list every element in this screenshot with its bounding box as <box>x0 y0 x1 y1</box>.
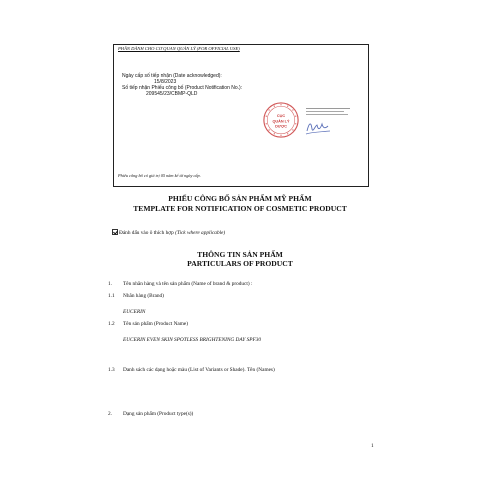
notification-no-value: 209545/23/CBMP-QLD <box>146 91 198 97</box>
svg-text:CỤC: CỤC <box>276 114 286 119</box>
item-1-3-number: 1.3 <box>108 367 115 373</box>
checkbox-checked-icon <box>112 229 118 235</box>
item-1-number: 1. <box>108 281 112 287</box>
svg-text:DƯỢC: DƯỢC <box>275 124 287 129</box>
official-use-label: PHẦN DÀNH CHO CƠ QUAN QUẢN LÝ (FOR OFFICIAL USE) <box>118 46 240 51</box>
ack-date-value: 15/8/2023 <box>154 79 177 85</box>
item-1-2-text: Tên sản phẩm (Product Name) <box>123 321 189 327</box>
item-1-1-number: 1.1 <box>108 293 115 299</box>
notification-no-label: Số tiếp nhận Phiếu công bố (Product Notification No.): <box>122 85 243 91</box>
product-name-value: EUCERIN EVEN SKIN SPOTLESS BRIGHTENING DAY SPF30 <box>123 337 262 343</box>
tick-instruction-hint: (Tick where applicable) <box>175 230 226 236</box>
stamp-small-print <box>306 107 350 115</box>
official-seal-stamp <box>262 101 300 139</box>
item-2-number: 2. <box>108 411 112 417</box>
section-title-en: PARTICULARS OF PRODUCT <box>187 259 293 268</box>
svg-text:QUẢN LÝ: QUẢN LÝ <box>272 119 290 124</box>
form-title-vi: PHIẾU CÔNG BỐ SẢN PHẨM MỸ PHẨM <box>168 194 312 203</box>
item-1-1-text: Nhãn hàng (Brand) <box>123 293 164 299</box>
signature <box>304 117 332 137</box>
section-title-vi: THÔNG TIN SẢN PHẨM <box>197 250 283 259</box>
official-use-box <box>113 44 369 187</box>
item-1-2-number: 1.2 <box>108 321 115 327</box>
item-1-text: Tên nhãn hàng và tên sản phẩm (Name of brand & product) : <box>123 281 253 287</box>
ack-date-label: Ngày cấp số tiếp nhận (Date acknowledged): <box>122 73 222 79</box>
tick-instruction <box>112 229 225 236</box>
tick-instruction-text: Đánh dấu vào ô thích hợp <box>119 230 174 236</box>
brand-value: EUCERIN <box>123 309 146 315</box>
form-title-en: TEMPLATE FOR NOTIFICATION OF COSMETIC PRODUCT <box>133 204 347 213</box>
item-2-text: Dạng sản phẩm (Product type(s)) <box>123 411 194 417</box>
item-1-3-text: Danh sách các dạng hoặc màu (List of Variants or Shade). Tên (Names) <box>123 367 275 373</box>
validity-note: Phiếu công bố có giá trị 05 năm kể từ ngày cấp. <box>118 173 201 178</box>
page-number: 1 <box>371 443 374 449</box>
